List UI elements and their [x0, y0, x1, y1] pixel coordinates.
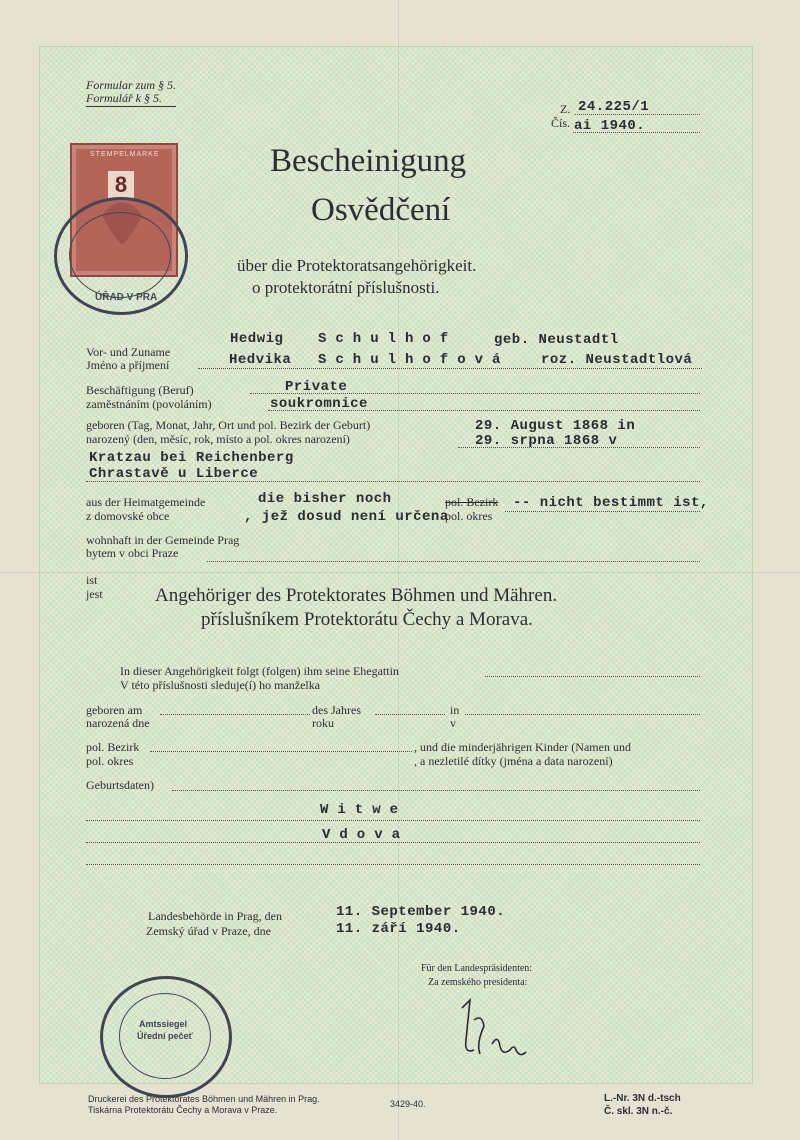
revenue-stamp-header: STEMPELMARKE: [90, 151, 160, 158]
status-jest: jest: [86, 587, 103, 601]
spouse-children-de: , und die minderjährigen Kinder (Namen und: [414, 740, 631, 754]
footer-ref-cs: Č. skl. 3N n.-č.: [604, 1106, 673, 1117]
handwritten-signature: [440, 990, 540, 1070]
spouse-born-dotted-line: [160, 714, 310, 715]
title-czech: Osvědčení: [311, 192, 451, 228]
home-label-de: aus der Heimatgemeinde: [86, 495, 206, 509]
name-label-de: Vor- und Zuname: [86, 345, 171, 359]
residence-label-de: wohnhaft in der Gemeinde Prag: [86, 533, 240, 547]
authority-date-cs: 11. září 1940.: [336, 921, 461, 937]
document-year: ai 1940.: [574, 118, 646, 134]
subtitle-german: über die Protektoratsangehörigkeit.: [237, 256, 477, 275]
birth-value-cs: 29. srpna 1868 v: [475, 433, 618, 449]
birth-value-de: 29. August 1868 in: [475, 418, 636, 434]
footer-print-number: 3429-40.: [390, 1099, 426, 1109]
official-seal-center-2: Úřední pečeť: [137, 1031, 193, 1041]
birth-place-cs: Chrastavě u Liberce: [89, 466, 259, 482]
signature-label-de: Für den Landespräsidenten:: [421, 963, 533, 974]
spouse-year-de: des Jahres: [312, 703, 361, 717]
subtitle-czech: o protektorátní příslušnosti.: [252, 278, 440, 297]
name-first-cs: Hedvika: [229, 352, 292, 368]
official-seal: [100, 976, 232, 1098]
spouse-in-cs: v: [450, 716, 456, 730]
authority-label-de: Landesbehörde in Prag, den: [148, 909, 282, 923]
stamp-seal-text: ÚŘAD V PRA: [95, 292, 158, 303]
widow-dotted-line-cs: [86, 842, 700, 843]
spouse-district-de: pol. Bezirk: [86, 740, 140, 754]
occupation-dotted-line-cs: [268, 410, 700, 411]
form-reference: [86, 79, 176, 107]
signature-label-cs: Za zemského presidenta:: [428, 977, 528, 988]
occupation-dotted-line-de: [250, 393, 700, 394]
document-number: 24.225/1: [578, 99, 650, 115]
extra-dotted-line: [86, 864, 700, 865]
spouse-in-de: in: [450, 703, 460, 717]
spouse-children-cs: , a nezletilé dítky (jména a data narození): [414, 754, 613, 768]
birth-label-cs: narozený (den, měsíc, rok, místo a pol. okres narození): [86, 432, 350, 446]
occupation-value-cs: soukromnice: [270, 396, 368, 412]
birth-place-de: Kratzau bei Reichenberg: [89, 450, 294, 466]
fold-line-horizontal: [0, 572, 800, 573]
occupation-label-cs: zaměstnáním (povoláním): [86, 397, 212, 411]
status-line-de: Angehöriger des Protektorates Böhmen und Mähren.: [155, 585, 558, 606]
name-last-de: Schulhof: [318, 331, 458, 347]
stamp-seal: [54, 197, 188, 315]
residence-label-cs: bytem v obci Praze: [86, 546, 179, 560]
home-district-de: pol. Bezirk: [445, 495, 499, 509]
residence-dotted-line: [207, 561, 700, 562]
number-label-z: Z.: [560, 102, 571, 116]
home-tail-de: -- nicht bestimmt ist,: [513, 495, 709, 511]
birth-dotted-line: [458, 447, 700, 448]
widow-dotted-line-de: [86, 820, 700, 821]
spouse-intro-de: In dieser Angehörigkeit folgt (folgen) ihm seine Ehegattin: [120, 664, 399, 678]
home-value-de: die bisher noch: [258, 491, 392, 507]
home-label-cs: z domovské obce: [86, 509, 170, 523]
name-last-cs: Schulhofová: [318, 352, 510, 368]
occupation-value-de: Private: [285, 379, 348, 395]
birth-label-de: geboren (Tag, Monat, Jahr, Ort und pol. Bezirk der Geburt): [86, 418, 371, 432]
spouse-district-cs: pol. okres: [86, 754, 134, 768]
footer-printer-cs: Tiskárna Protektorátu Čechy a Morava v Praze.: [88, 1105, 278, 1115]
footer-printer-de: Druckerei des Protektorates Böhmen und Mähren in Prag.: [88, 1094, 320, 1104]
number-dotted-line: [575, 114, 700, 115]
spouse-born-cs: narozená dne: [86, 716, 150, 730]
official-seal-center-1: Amtssiegel: [139, 1019, 188, 1029]
home-district-cs: pol. okres: [445, 509, 493, 523]
spouse-born-de: geboren am: [86, 703, 143, 717]
occupation-label-de: Beschäftigung (Beruf): [86, 383, 194, 397]
name-birth-de: geb. Neustadtl: [494, 332, 619, 348]
spouse-birthdates: Geburtsdaten): [86, 778, 154, 792]
spouse-intro-dotted-line: [485, 676, 700, 677]
revenue-stamp-value: 8: [108, 171, 134, 199]
birthdates-dotted-line: [172, 790, 700, 791]
form-reference-cs: Formulář k § 5.: [86, 92, 176, 107]
name-label-cs: Jméno a příjmení: [86, 358, 170, 372]
spouse-year-cs: roku: [312, 716, 334, 730]
name-dotted-line: [198, 368, 702, 369]
stamp-seal-inner-ring: [69, 212, 171, 298]
widow-cs: Vdova: [322, 827, 410, 843]
title-german: Bescheinigung: [270, 143, 467, 179]
home-dotted-line: [505, 511, 700, 512]
form-reference-de: Formular zum § 5.: [86, 78, 177, 92]
number-label-cis: Čís.: [551, 116, 571, 130]
authority-label-cs: Zemský úřad v Praze, dne: [146, 924, 271, 938]
status-line-cs: příslušníkem Protektorátu Čechy a Morava.: [201, 609, 533, 630]
birth-place-dotted-line: [86, 481, 700, 482]
status-ist: ist: [86, 573, 98, 587]
spouse-intro-cs: V této příslušnosti sleduje(í) ho manželka: [120, 678, 321, 692]
widow-de: Witwe: [320, 802, 408, 818]
spouse-in-dotted-line: [465, 714, 700, 715]
spouse-district-dotted-line: [150, 751, 412, 752]
authority-date-de: 11. September 1940.: [336, 904, 506, 920]
spouse-year-dotted-line: [375, 714, 445, 715]
footer-ref-de: L.-Nr. 3N d.-tsch: [604, 1093, 681, 1104]
name-birth-cs: roz. Neustadtlová: [541, 352, 693, 368]
home-value-cs: , jež dosud není určena: [244, 509, 449, 525]
name-first-de: Hedwig: [230, 331, 284, 347]
year-dotted-line: [573, 132, 700, 133]
